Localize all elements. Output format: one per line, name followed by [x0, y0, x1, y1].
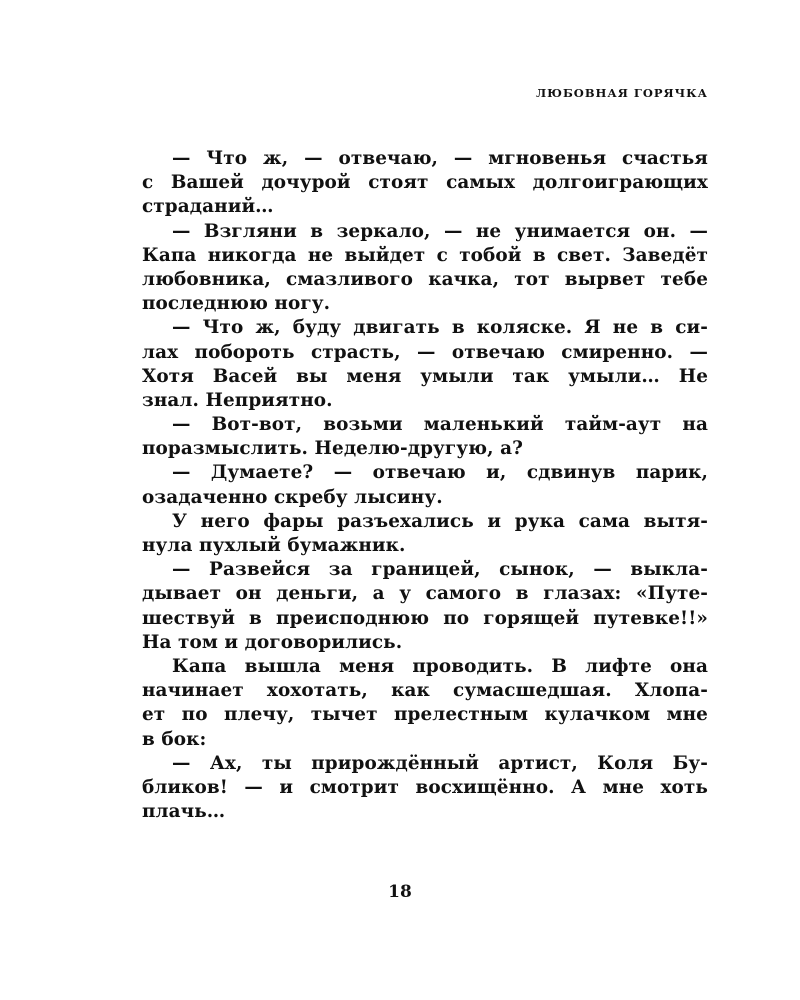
- text-line: — Ах, ты прирождённый артист, Коля Бу-: [172, 752, 708, 774]
- text-line: плачь…: [142, 801, 226, 823]
- text-line: — Думаете? — отвечаю и, сдвинув парик,: [172, 462, 708, 484]
- text-line: — Что ж, буду двигать в коляске. Я не в си-: [172, 317, 708, 339]
- text-line: Капа вышла меня проводить. В лифте она: [172, 655, 708, 677]
- text-line: У него фары разъехались и рука сама вытя-: [172, 510, 708, 532]
- text-line: нула пухлый бумажник.: [142, 535, 406, 556]
- page-number: 18: [388, 882, 412, 902]
- running-head: ЛЮБОВНАЯ ГОРЯЧКА: [536, 86, 708, 100]
- text-line: Хотя Васей вы меня умыли так умыли… Не: [142, 365, 708, 387]
- text-line: поразмыслить. Неделю-другую, а?: [142, 438, 524, 460]
- text-line: последнюю ногу.: [142, 293, 331, 315]
- text-line: — Взгляни в зеркало, — не унимается он. —: [172, 220, 708, 242]
- text-line: любовника, смазливого качка, тот вырвет тебе: [142, 268, 708, 290]
- text-line: в бок:: [142, 728, 207, 750]
- text-line: ет по плечу, тычет прелестным кулачком мне: [142, 704, 708, 726]
- text-line: шествуй в преисподнюю по горящей путевке!!»: [142, 607, 708, 629]
- text-line: бликов! — и смотрит восхищённо. А мне хоть: [142, 776, 708, 798]
- text-line: знал. Неприятно.: [142, 389, 333, 411]
- text-line: На том и договорились.: [142, 631, 403, 653]
- text-line: — Развейся за границей, сынок, — выкла-: [172, 559, 708, 581]
- text-line: озадаченно скребу лысину.: [142, 486, 443, 508]
- body-text: [142, 147, 708, 824]
- text-line: страданий…: [142, 196, 274, 218]
- text-line: начинает хохотать, как сумасшедшая. Хлопа-: [142, 680, 708, 702]
- text-line: дывает он деньги, а у самого в глазах: «Путе-: [142, 583, 708, 605]
- text-line: — Вот-вот, возьми маленький тайм-аут на: [172, 414, 708, 436]
- text-line: Капа никогда не выйдет с тобой в свет. Заведёт: [142, 244, 708, 266]
- text-line: лах побороть страсть, — отвечаю смиренно. —: [142, 341, 708, 363]
- text-line: — Что ж, — отвечаю, — мгновенья счастья: [172, 148, 708, 169]
- text-line: с Вашей дочурой стоят самых долгоиграющих: [142, 172, 708, 194]
